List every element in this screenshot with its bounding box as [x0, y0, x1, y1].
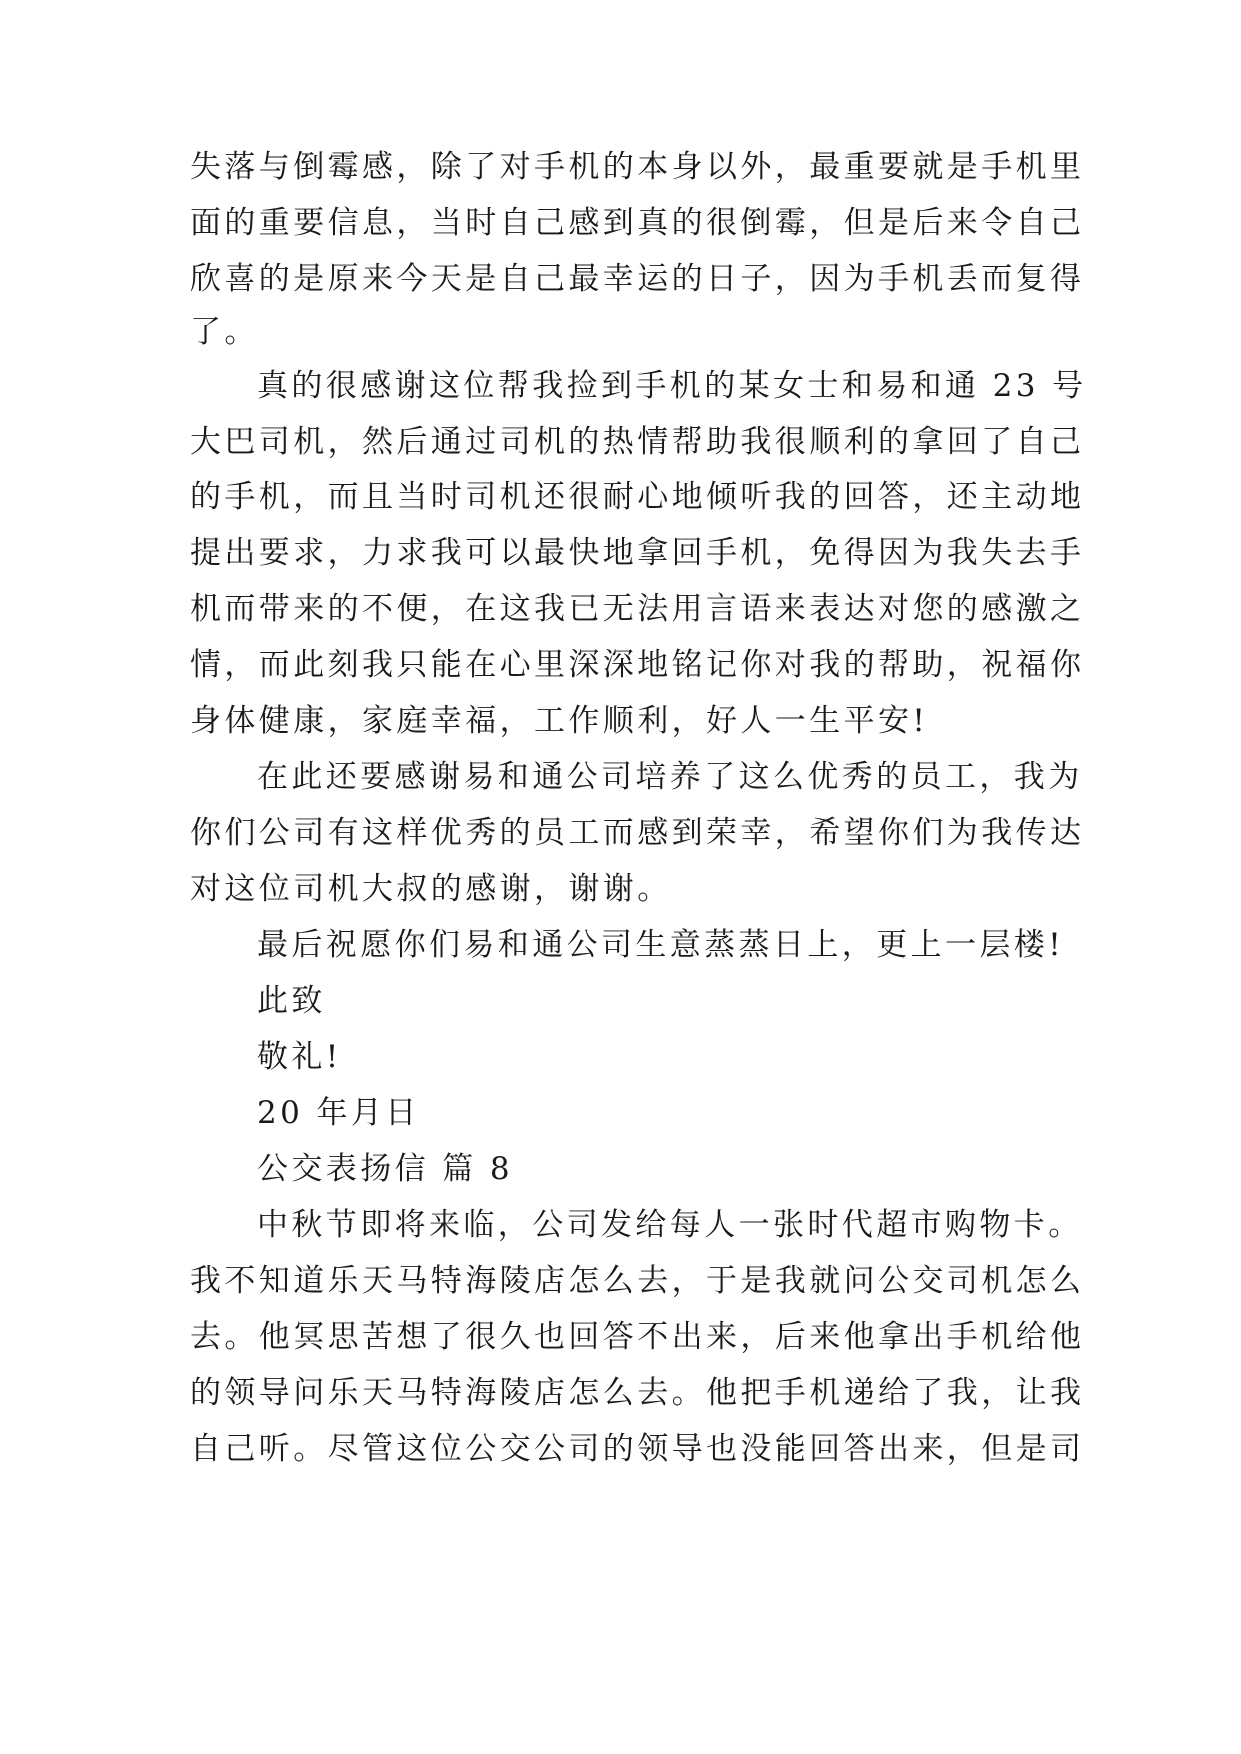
text-line: 面的重要信息，当时自己感到真的很倒霉，但是后来令自己: [190, 205, 1085, 241]
text-line: 身体健康，家庭幸福，工作顺利，好人一生平安!: [190, 703, 929, 739]
text-line: 机而带来的不便，在这我已无法用言语来表达对您的感激之: [190, 591, 1085, 627]
text-line: 自己听。尽管这位公交公司的领导也没能回答出来，但是司: [190, 1431, 1085, 1467]
text-line: 去。他冥思苦想了很久也回答不出来，后来他拿出手机给他: [190, 1319, 1085, 1355]
text-line: 的领导问乐天马特海陵店怎么去。他把手机递给了我，让我: [190, 1375, 1085, 1411]
text-line: 情，而此刻我只能在心里深深地铭记你对我的帮助，祝福你: [190, 647, 1085, 683]
text-line: 的手机，而且当时司机还很耐心地倾听我的回答，还主动地: [190, 479, 1085, 515]
section-heading: 公交表扬信 篇 8: [257, 1151, 514, 1187]
text-line: 最后祝愿你们易和通公司生意蒸蒸日上，更上一层楼!: [257, 927, 1065, 963]
date-line: 20 年月日: [257, 1095, 420, 1131]
text-line: 我不知道乐天马特海陵店怎么去，于是我就问公交司机怎么: [190, 1263, 1085, 1299]
text-line: 真的很感谢这位帮我捡到手机的某女士和易和通 23 号: [257, 368, 1087, 404]
text-line: 了。: [190, 314, 259, 350]
text-line: 此致: [257, 983, 326, 1019]
text-line: 在此还要感谢易和通公司培养了这么优秀的员工，我为: [257, 759, 1083, 795]
text-line: 中秋节即将来临，公司发给每人一张时代超市购物卡。: [257, 1207, 1083, 1243]
text-line: 你们公司有这样优秀的员工而感到荣幸，希望你们为我传达: [190, 815, 1085, 851]
text-line: 大巴司机，然后通过司机的热情帮助我很顺利的拿回了自己: [190, 424, 1085, 460]
text-line: 欣喜的是原来今天是自己最幸运的日子，因为手机丢而复得: [190, 261, 1085, 297]
text-line: 敬礼!: [257, 1039, 342, 1075]
text-line: 失落与倒霉感，除了对手机的本身以外，最重要就是手机里: [190, 149, 1085, 185]
text-line: 提出要求，力求我可以最快地拿回手机，免得因为我失去手: [190, 535, 1085, 571]
text-line: 对这位司机大叔的感谢，谢谢。: [190, 871, 672, 907]
